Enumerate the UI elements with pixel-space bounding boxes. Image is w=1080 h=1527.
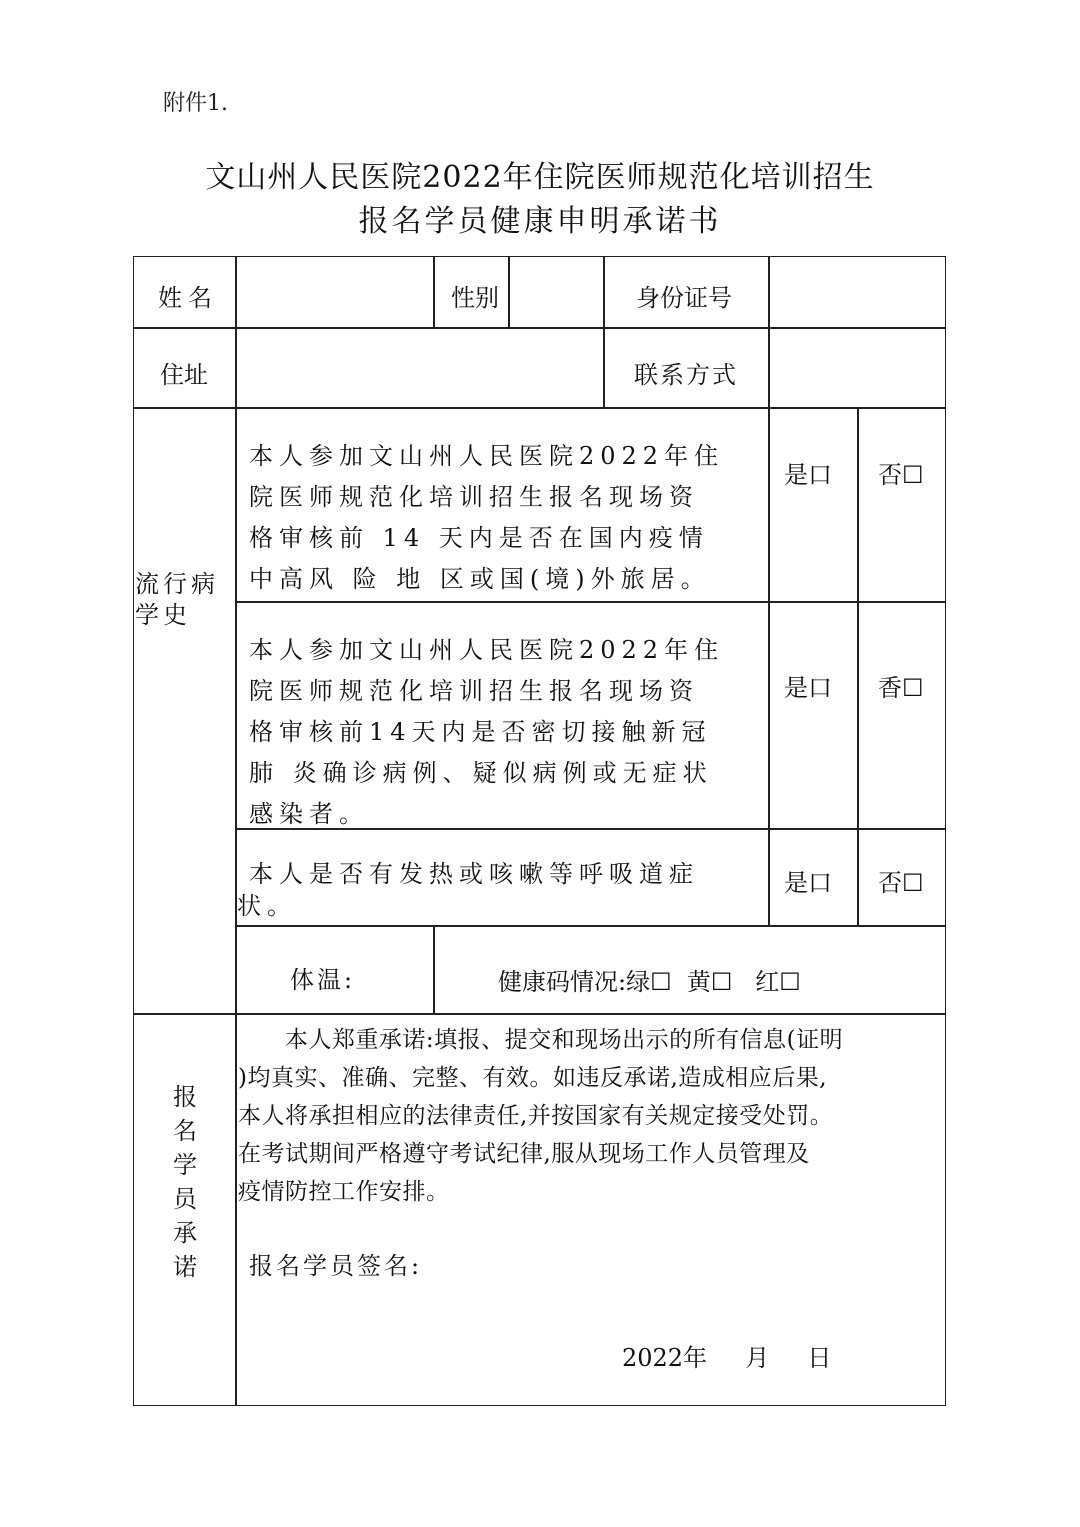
id-number-label: 身份证号 xyxy=(636,284,732,312)
question-travel-yes-checkbox[interactable]: 是口 xyxy=(784,461,832,489)
table-rule xyxy=(433,925,435,1014)
table-rule xyxy=(508,256,510,328)
gender-label: 性别 xyxy=(451,284,499,312)
id-number-field[interactable] xyxy=(771,259,943,325)
question-contact-yes-checkbox[interactable]: 是口 xyxy=(784,674,832,702)
table-rule xyxy=(235,256,237,1406)
document-title-line1: 文山州人民医院2022年住院医师规范化培训招生 xyxy=(205,160,875,195)
gender-field[interactable] xyxy=(511,259,601,325)
table-rule xyxy=(603,256,605,408)
table-rule xyxy=(133,1013,946,1015)
promise-section-label: 报 名 学 员 承 诺 xyxy=(173,1083,197,1281)
question-symptoms-text: 本人是否有发热或咳嗽等呼吸道症 状。 xyxy=(237,860,699,920)
table-rule xyxy=(857,407,859,926)
date-line: 2022年 月 日 xyxy=(622,1344,832,1372)
table-rule xyxy=(133,327,946,329)
contact-label: 联系方式 xyxy=(634,361,738,389)
address-label: 住址 xyxy=(160,361,208,389)
question-contact-text: 本人参加文山州人民医院2022年住 院医师规范化培训招生报名现场资 格审核前14天内是否密切接触新冠 肺 炎确诊病例、疑似病例或无症状 感染者。 xyxy=(249,636,725,828)
question-symptoms-no-checkbox[interactable]: 否☐ xyxy=(878,869,924,897)
signature-label: 报名学员签名: xyxy=(249,1252,423,1280)
table-rule xyxy=(235,925,946,927)
question-symptoms-yes-checkbox[interactable]: 是口 xyxy=(784,869,832,897)
promise-text: 本人郑重承诺:填报、提交和现场出示的所有信息(证明 )均真实、准确、完整、有效。如违反承诺,造成相应后果, 本人将承担相应的法律责任,并按国家有关规定接受处罚。 在考试期间严格遵守考试纪律,服从现场工作人员管理及 疫情防控工作安排。 xyxy=(238,1027,844,1205)
table-rule xyxy=(433,256,435,328)
document-title-line2: 报名学员健康申明承诺书 xyxy=(358,204,722,239)
temperature-label: 体温: xyxy=(290,966,356,994)
epi-history-label-line2: 学史 xyxy=(135,601,191,629)
epi-history-label-line1: 流行病 xyxy=(135,570,219,598)
health-code-options[interactable]: 健康码情况:绿☐ 黄☐ 红☐ xyxy=(498,968,801,996)
question-travel-no-checkbox[interactable]: 否☐ xyxy=(878,461,924,489)
contact-field[interactable] xyxy=(771,330,943,405)
signature-field[interactable] xyxy=(430,1240,930,1280)
table-rule xyxy=(768,256,770,926)
name-label: 姓名 xyxy=(158,284,218,312)
question-contact-no-checkbox[interactable]: 香☐ xyxy=(878,674,924,702)
name-field[interactable] xyxy=(238,259,431,325)
attachment-label: 附件1. xyxy=(163,91,228,116)
question-travel-text: 本人参加文山州人民医院2022年住 院医师规范化培训招生报名现场资 格审核前 14 天内是否在国内疫情 中高风 险 地 区或国(境)外旅居。 xyxy=(249,442,725,593)
table-rule xyxy=(235,601,946,603)
table-rule xyxy=(133,407,946,409)
address-field[interactable] xyxy=(238,330,601,405)
